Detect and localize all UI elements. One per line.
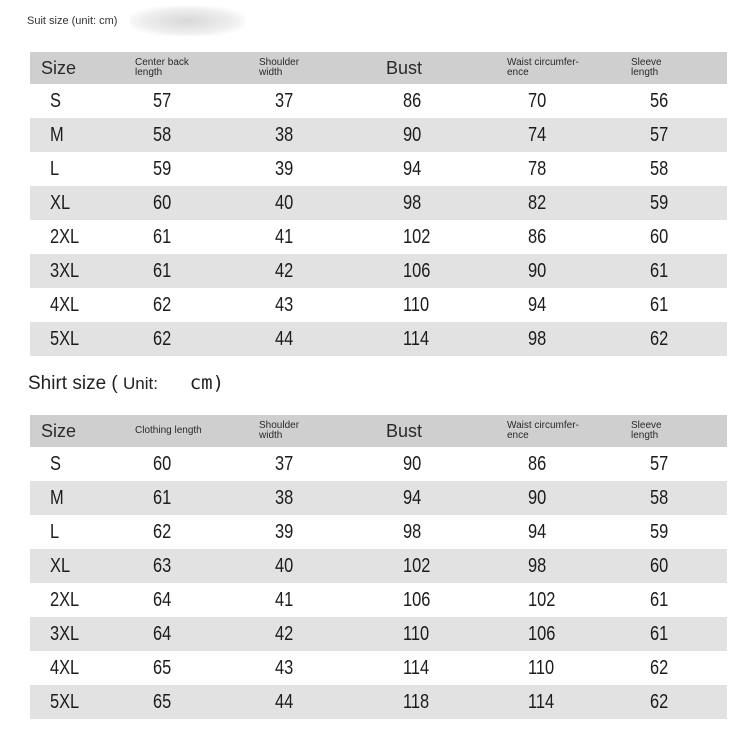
shirt-cell-size: M <box>30 481 125 515</box>
suit-cell-shoulder-width: 37 <box>249 84 375 118</box>
suit-cell-waist-circumference: 82 <box>498 186 622 220</box>
table-row <box>30 651 727 685</box>
shirt-cell-size: 3XL <box>30 617 125 651</box>
suit-cell-shoulder-width: 42 <box>249 254 375 288</box>
table-row <box>30 583 727 617</box>
suit-cell-sleeve-length: 58 <box>622 152 727 186</box>
suit-cell-shoulder-width: 44 <box>249 322 375 356</box>
shirt-size-table <box>30 415 727 719</box>
suit-cell-bust: 90 <box>375 118 498 152</box>
shirt-cell-length: 64 <box>125 617 249 651</box>
suit-cell-shoulder-width: 41 <box>249 220 375 254</box>
suit-cell-sleeve-length: 59 <box>622 186 727 220</box>
suit-cell-length: 60 <box>125 186 249 220</box>
shirt-cell-bust: 94 <box>375 481 498 515</box>
shirt-cell-shoulder-width: 42 <box>249 617 375 651</box>
table-row <box>30 84 727 118</box>
shirt-cell-size: 5XL <box>30 685 125 719</box>
shirt-cell-waist-circumference: 110 <box>498 651 622 685</box>
suit-cell-size: 5XL <box>30 322 125 356</box>
table-row <box>30 617 727 651</box>
suit-size-table <box>30 52 727 356</box>
shirt-cell-shoulder-width: 41 <box>249 583 375 617</box>
shirt-cell-length: 65 <box>125 685 249 719</box>
shirt-cell-length: 61 <box>125 481 249 515</box>
shirt-cell-shoulder-width: 38 <box>249 481 375 515</box>
shirt-cell-waist-circumference: 102 <box>498 583 622 617</box>
shirt-cell-waist-circumference: 90 <box>498 481 622 515</box>
suit-cell-shoulder-width: 40 <box>249 186 375 220</box>
shirt-cell-shoulder-width: 44 <box>249 685 375 719</box>
suit-cell-shoulder-width: 38 <box>249 118 375 152</box>
shirt-caption-unit: cm) <box>189 372 225 394</box>
table-row <box>30 288 727 322</box>
suit-header-waist-circumference: Waist circumfer- ence <box>498 52 622 84</box>
table-row <box>30 447 727 481</box>
shirt-caption-prefix: Shirt size ( <box>28 373 118 394</box>
suit-header-length: Center back length <box>125 52 249 84</box>
shirt-cell-sleeve-length: 58 <box>622 481 727 515</box>
suit-cell-waist-circumference: 86 <box>498 220 622 254</box>
shirt-cell-length: 65 <box>125 651 249 685</box>
table-row <box>30 549 727 583</box>
shirt-cell-shoulder-width: 39 <box>249 515 375 549</box>
shirt-header-size: Size <box>30 415 125 447</box>
suit-header-size: Size <box>30 52 125 84</box>
shirt-cell-waist-circumference: 114 <box>498 685 622 719</box>
shirt-cell-bust: 106 <box>375 583 498 617</box>
suit-cell-bust: 110 <box>375 288 498 322</box>
shirt-cell-bust: 102 <box>375 549 498 583</box>
shirt-cell-sleeve-length: 62 <box>622 685 727 719</box>
suit-cell-length: 59 <box>125 152 249 186</box>
blurred-watermark <box>130 6 245 36</box>
suit-cell-waist-circumference: 74 <box>498 118 622 152</box>
suit-cell-size: XL <box>30 186 125 220</box>
table-row <box>30 152 727 186</box>
suit-cell-size: 3XL <box>30 254 125 288</box>
shirt-cell-sleeve-length: 62 <box>622 651 727 685</box>
shirt-cell-size: XL <box>30 549 125 583</box>
shirt-cell-length: 60 <box>125 447 249 481</box>
shirt-cell-shoulder-width: 37 <box>249 447 375 481</box>
table-row <box>30 481 727 515</box>
shirt-cell-length: 64 <box>125 583 249 617</box>
suit-size-caption: Suit size (unit: cm) <box>27 15 118 27</box>
suit-cell-sleeve-length: 61 <box>622 254 727 288</box>
suit-cell-waist-circumference: 70 <box>498 84 622 118</box>
shirt-cell-waist-circumference: 86 <box>498 447 622 481</box>
suit-header-row <box>30 52 727 84</box>
suit-cell-bust: 86 <box>375 84 498 118</box>
table-row <box>30 220 727 254</box>
table-row <box>30 515 727 549</box>
shirt-cell-sleeve-length: 60 <box>622 549 727 583</box>
table-row <box>30 322 727 356</box>
suit-cell-length: 58 <box>125 118 249 152</box>
table-row <box>30 118 727 152</box>
suit-cell-size: S <box>30 84 125 118</box>
shirt-cell-bust: 110 <box>375 617 498 651</box>
suit-cell-sleeve-length: 61 <box>622 288 727 322</box>
suit-cell-sleeve-length: 56 <box>622 84 727 118</box>
table-row <box>30 186 727 220</box>
shirt-cell-waist-circumference: 106 <box>498 617 622 651</box>
suit-table-body <box>30 84 727 356</box>
shirt-cell-bust: 118 <box>375 685 498 719</box>
suit-header-bust: Bust <box>375 52 498 84</box>
shirt-cell-waist-circumference: 98 <box>498 549 622 583</box>
shirt-cell-shoulder-width: 43 <box>249 651 375 685</box>
shirt-cell-bust: 90 <box>375 447 498 481</box>
shirt-size-caption <box>28 372 224 395</box>
shirt-cell-length: 63 <box>125 549 249 583</box>
suit-cell-bust: 114 <box>375 322 498 356</box>
shirt-cell-sleeve-length: 61 <box>622 617 727 651</box>
shirt-cell-shoulder-width: 40 <box>249 549 375 583</box>
shirt-header-waist-circumference: Waist circumfer- ence <box>498 415 622 447</box>
shirt-cell-sleeve-length: 57 <box>622 447 727 481</box>
shirt-cell-size: 4XL <box>30 651 125 685</box>
shirt-cell-sleeve-length: 61 <box>622 583 727 617</box>
suit-cell-sleeve-length: 62 <box>622 322 727 356</box>
suit-cell-shoulder-width: 39 <box>249 152 375 186</box>
shirt-header-row <box>30 415 727 447</box>
suit-cell-sleeve-length: 60 <box>622 220 727 254</box>
shirt-caption-unit-label: Unit: <box>123 374 158 393</box>
suit-cell-waist-circumference: 78 <box>498 152 622 186</box>
suit-header-shoulder-width: Shoulder width <box>249 52 375 84</box>
suit-cell-sleeve-length: 57 <box>622 118 727 152</box>
shirt-header-shoulder-width: Shoulder width <box>249 415 375 447</box>
suit-cell-bust: 94 <box>375 152 498 186</box>
suit-cell-waist-circumference: 90 <box>498 254 622 288</box>
shirt-cell-bust: 114 <box>375 651 498 685</box>
shirt-cell-waist-circumference: 94 <box>498 515 622 549</box>
shirt-cell-bust: 98 <box>375 515 498 549</box>
suit-cell-size: 2XL <box>30 220 125 254</box>
suit-cell-bust: 106 <box>375 254 498 288</box>
suit-cell-length: 62 <box>125 288 249 322</box>
suit-cell-length: 62 <box>125 322 249 356</box>
shirt-cell-length: 62 <box>125 515 249 549</box>
shirt-header-length: Clothing length <box>125 415 249 447</box>
shirt-cell-sleeve-length: 59 <box>622 515 727 549</box>
shirt-cell-size: 2XL <box>30 583 125 617</box>
suit-cell-shoulder-width: 43 <box>249 288 375 322</box>
suit-cell-bust: 102 <box>375 220 498 254</box>
shirt-cell-size: L <box>30 515 125 549</box>
suit-cell-size: L <box>30 152 125 186</box>
suit-cell-size: 4XL <box>30 288 125 322</box>
shirt-header-sleeve-length: Sleeve length <box>622 415 727 447</box>
suit-cell-bust: 98 <box>375 186 498 220</box>
suit-cell-length: 57 <box>125 84 249 118</box>
suit-cell-waist-circumference: 98 <box>498 322 622 356</box>
suit-header-sleeve-length: Sleeve length <box>622 52 727 84</box>
suit-cell-length: 61 <box>125 254 249 288</box>
suit-cell-size: M <box>30 118 125 152</box>
table-row <box>30 254 727 288</box>
table-row <box>30 685 727 719</box>
suit-cell-waist-circumference: 94 <box>498 288 622 322</box>
suit-cell-length: 61 <box>125 220 249 254</box>
shirt-cell-size: S <box>30 447 125 481</box>
shirt-header-bust: Bust <box>375 415 498 447</box>
shirt-table-body <box>30 447 727 719</box>
